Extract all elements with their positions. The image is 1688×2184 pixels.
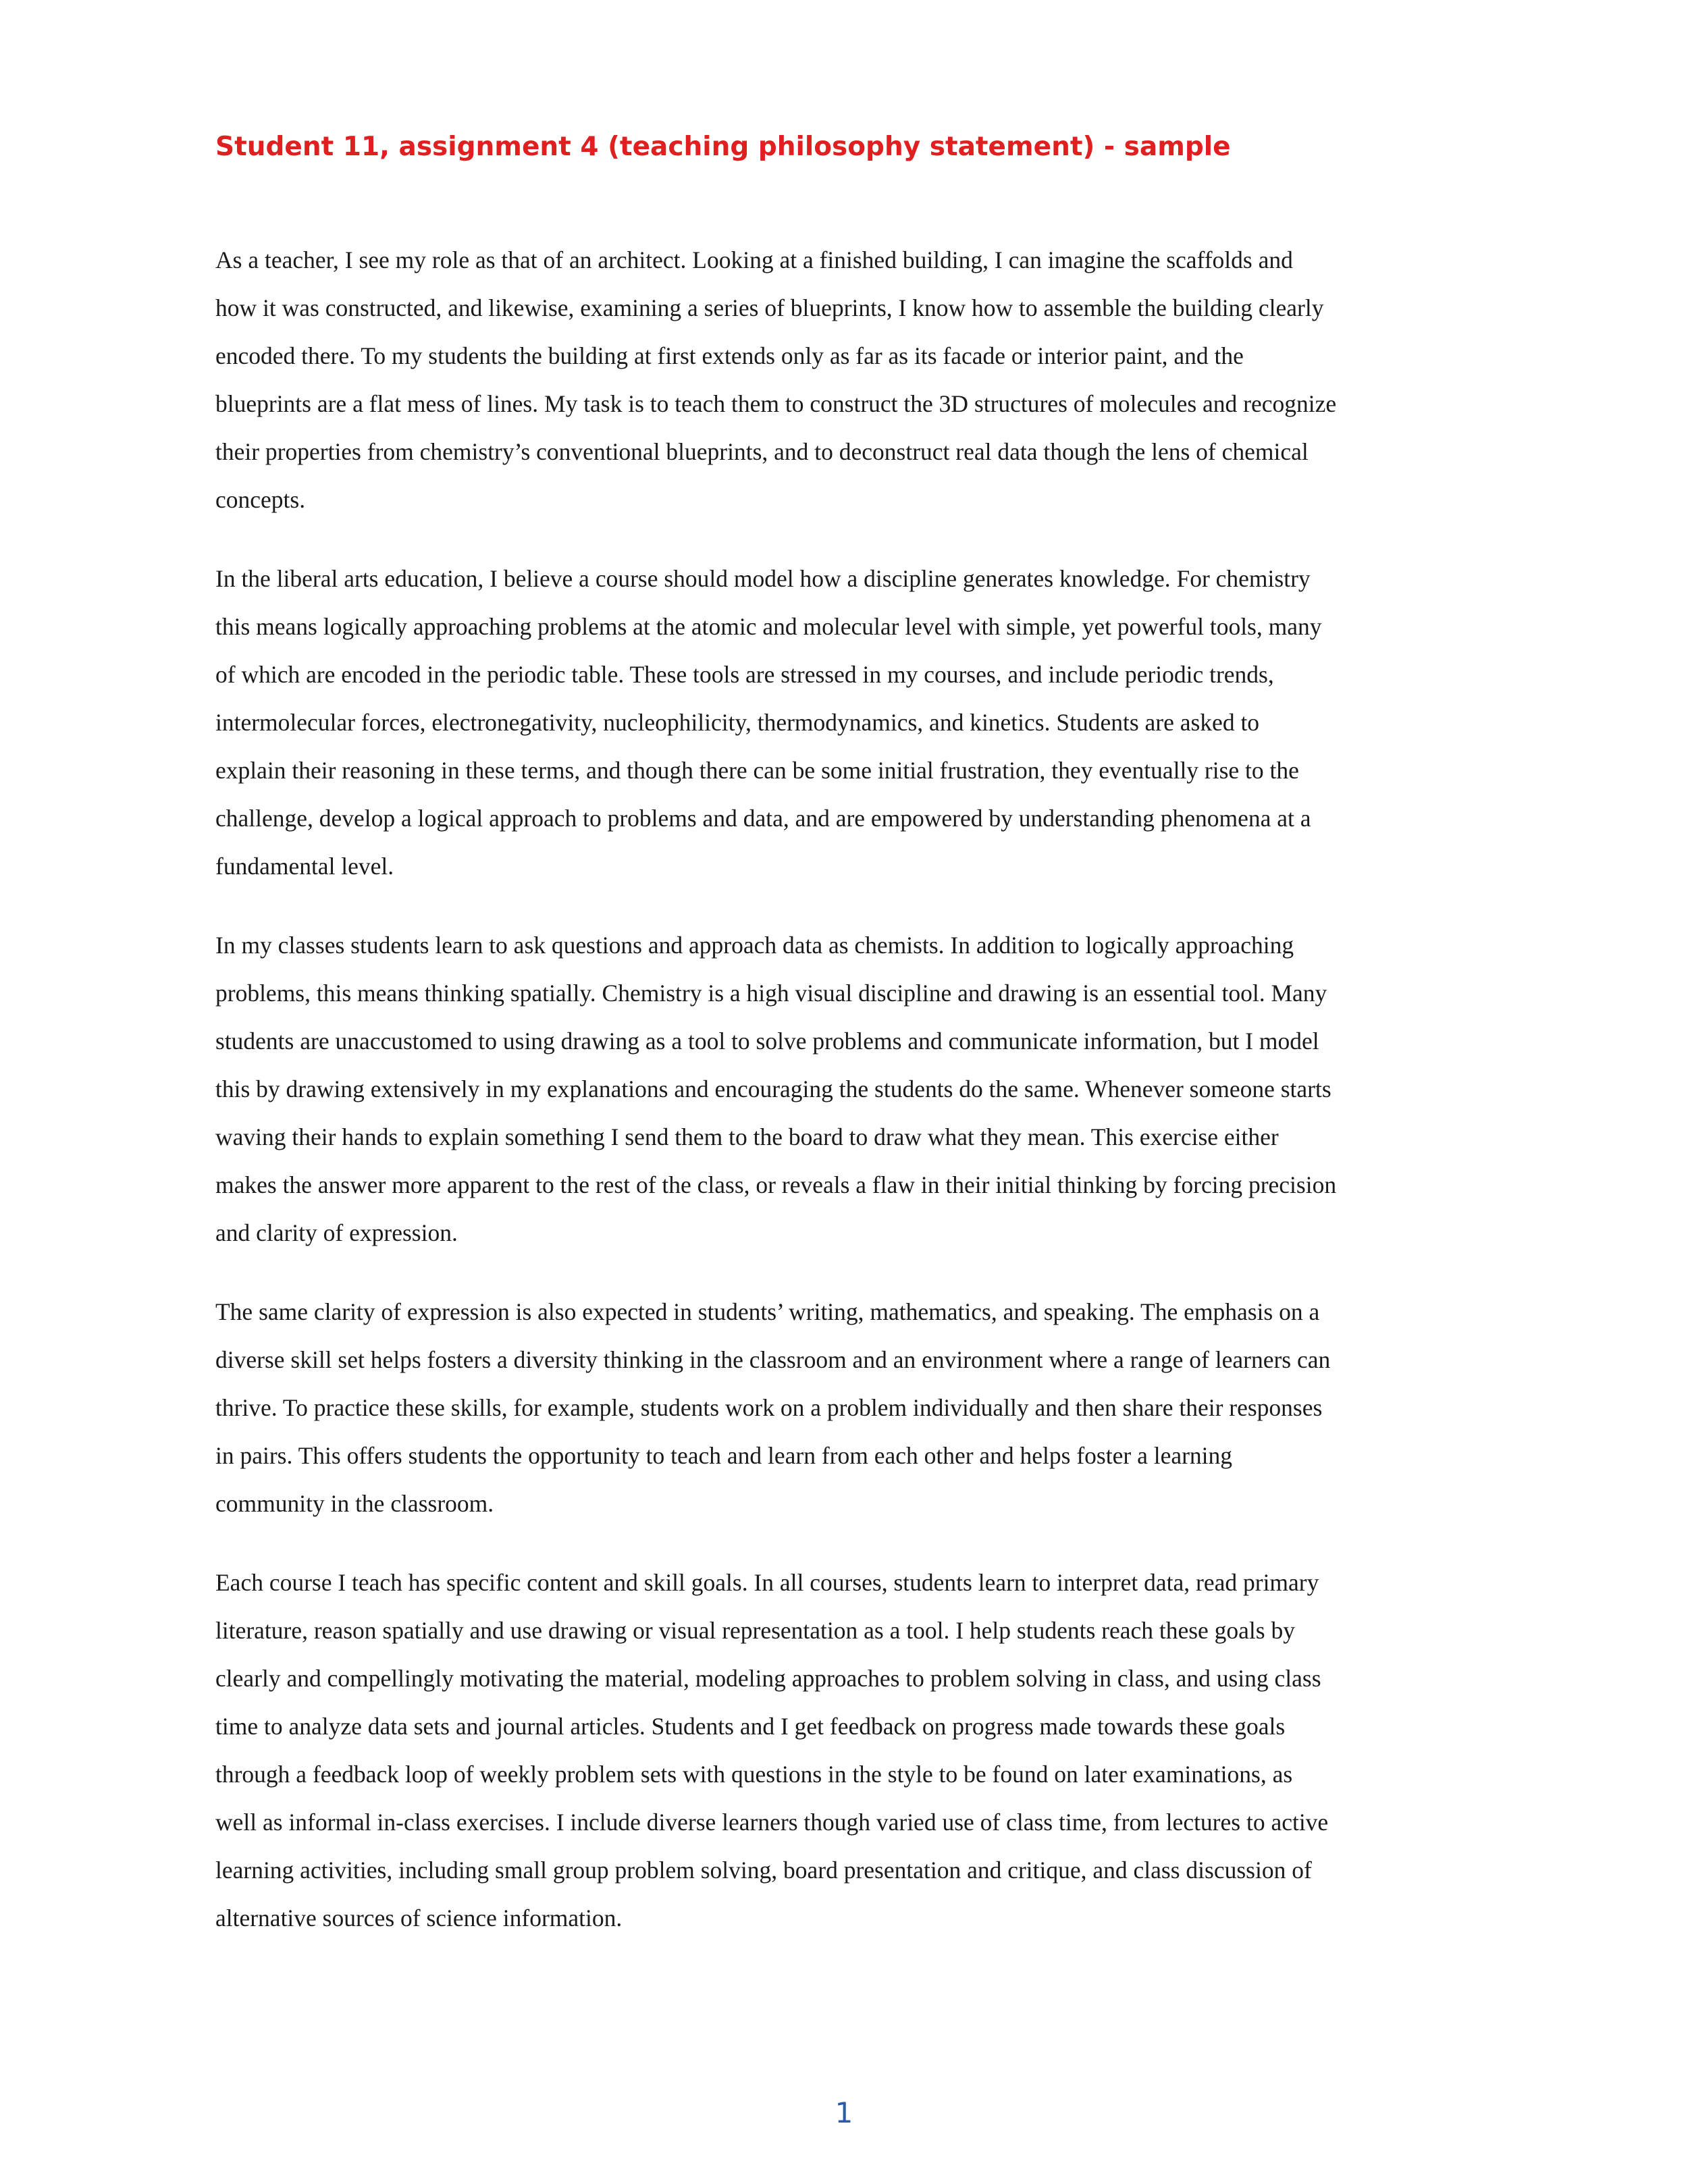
paragraph-5 bbox=[215, 1559, 1471, 1942]
paragraph-2 bbox=[215, 555, 1471, 890]
text-line: through a feedback loop of weekly problem sets with questions in the style to be found on later examinations, as bbox=[215, 1761, 1293, 1788]
paragraph-4 bbox=[215, 1288, 1471, 1528]
paragraph-1 bbox=[215, 236, 1471, 524]
text-line: explain their reasoning in these terms, and though there can be some initial frustration, they eventually rise to the bbox=[215, 757, 1299, 784]
document-title: Student 11, assignment 4 (teaching philosophy statement) - sample bbox=[215, 132, 1231, 162]
text-line: thrive. To practice these skills, for example, students work on a problem individually and then share their responses bbox=[215, 1394, 1323, 1421]
text-line: their properties from chemistry’s conventional blueprints, and to deconstruct real data though the lens of chemical bbox=[215, 438, 1309, 465]
text-line: problems, this means thinking spatially. Chemistry is a high visual discipline and drawing is an essential tool. Many bbox=[215, 980, 1327, 1007]
text-line: time to analyze data sets and journal articles. Students and I get feedback on progress made towards these goals bbox=[215, 1713, 1286, 1740]
text-line: clearly and compellingly motivating the material, modeling approaches to problem solving in class, and using class bbox=[215, 1665, 1321, 1692]
text-line: this by drawing extensively in my explanations and encouraging the students do the same. Whenever someone starts bbox=[215, 1075, 1331, 1102]
text-line: learning activities, including small group problem solving, board presentation and critique, and class discussion of bbox=[215, 1857, 1312, 1884]
text-line: In the liberal arts education, I believe a course should model how a discipline generates knowledge. For chemistry bbox=[215, 565, 1311, 592]
text-line: As a teacher, I see my role as that of an architect. Looking at a finished building, I can imagine the scaffolds and bbox=[215, 246, 1293, 273]
text-line: and clarity of expression. bbox=[215, 1219, 458, 1246]
text-line: of which are encoded in the periodic table. These tools are stressed in my courses, and include periodic trends, bbox=[215, 661, 1274, 688]
text-line: this means logically approaching problems at the atomic and molecular level with simple, yet powerful tools, many bbox=[215, 613, 1322, 640]
text-line: students are unaccustomed to using drawing as a tool to solve problems and communicate information, but I model bbox=[215, 1028, 1319, 1055]
text-line: community in the classroom. bbox=[215, 1490, 494, 1517]
text-line: Each course I teach has specific content and skill goals. In all courses, students learn to interpret data, read primary bbox=[215, 1569, 1319, 1596]
text-line: makes the answer more apparent to the rest of the class, or reveals a flaw in their initial thinking by forcing precision bbox=[215, 1171, 1337, 1198]
text-line: well as informal in-class exercises. I include diverse learners though varied use of class time, from lectures to active bbox=[215, 1809, 1329, 1836]
text-line: intermolecular forces, electronegativity, nucleophilicity, thermodynamics, and kinetics. Students are asked to bbox=[215, 709, 1260, 736]
text-line: diverse skill set helps fosters a diversity thinking in the classroom and an environment where a range of learners can bbox=[215, 1346, 1331, 1373]
text-line: blueprints are a flat mess of lines. My task is to teach them to construct the 3D structures of molecules and recognize bbox=[215, 390, 1337, 417]
text-line: literature, reason spatially and use drawing or visual representation as a tool. I help students reach these goals by bbox=[215, 1617, 1295, 1644]
page-number: 1 bbox=[835, 2096, 853, 2129]
text-line: waving their hands to explain something I send them to the board to draw what they mean. This exercise either bbox=[215, 1123, 1279, 1150]
text-line: The same clarity of expression is also expected in students’ writing, mathematics, and speaking. The emphasis on a bbox=[215, 1298, 1320, 1325]
text-line: concepts. bbox=[215, 486, 306, 513]
text-line: how it was constructed, and likewise, examining a series of blueprints, I know how to assemble the building clearly bbox=[215, 294, 1324, 321]
text-line: alternative sources of science information. bbox=[215, 1905, 623, 1932]
paragraph-3 bbox=[215, 922, 1471, 1257]
document-body bbox=[215, 236, 1471, 1973]
text-line: In my classes students learn to ask questions and approach data as chemists. In addition to logically approaching bbox=[215, 932, 1294, 959]
text-line: in pairs. This offers students the opportunity to teach and learn from each other and helps foster a learning bbox=[215, 1442, 1233, 1469]
text-line: fundamental level. bbox=[215, 853, 394, 880]
text-line: challenge, develop a logical approach to problems and data, and are empowered by understanding phenomena at a bbox=[215, 805, 1311, 832]
text-line: encoded there. To my students the building at first extends only as far as its facade or interior paint, and the bbox=[215, 342, 1244, 369]
